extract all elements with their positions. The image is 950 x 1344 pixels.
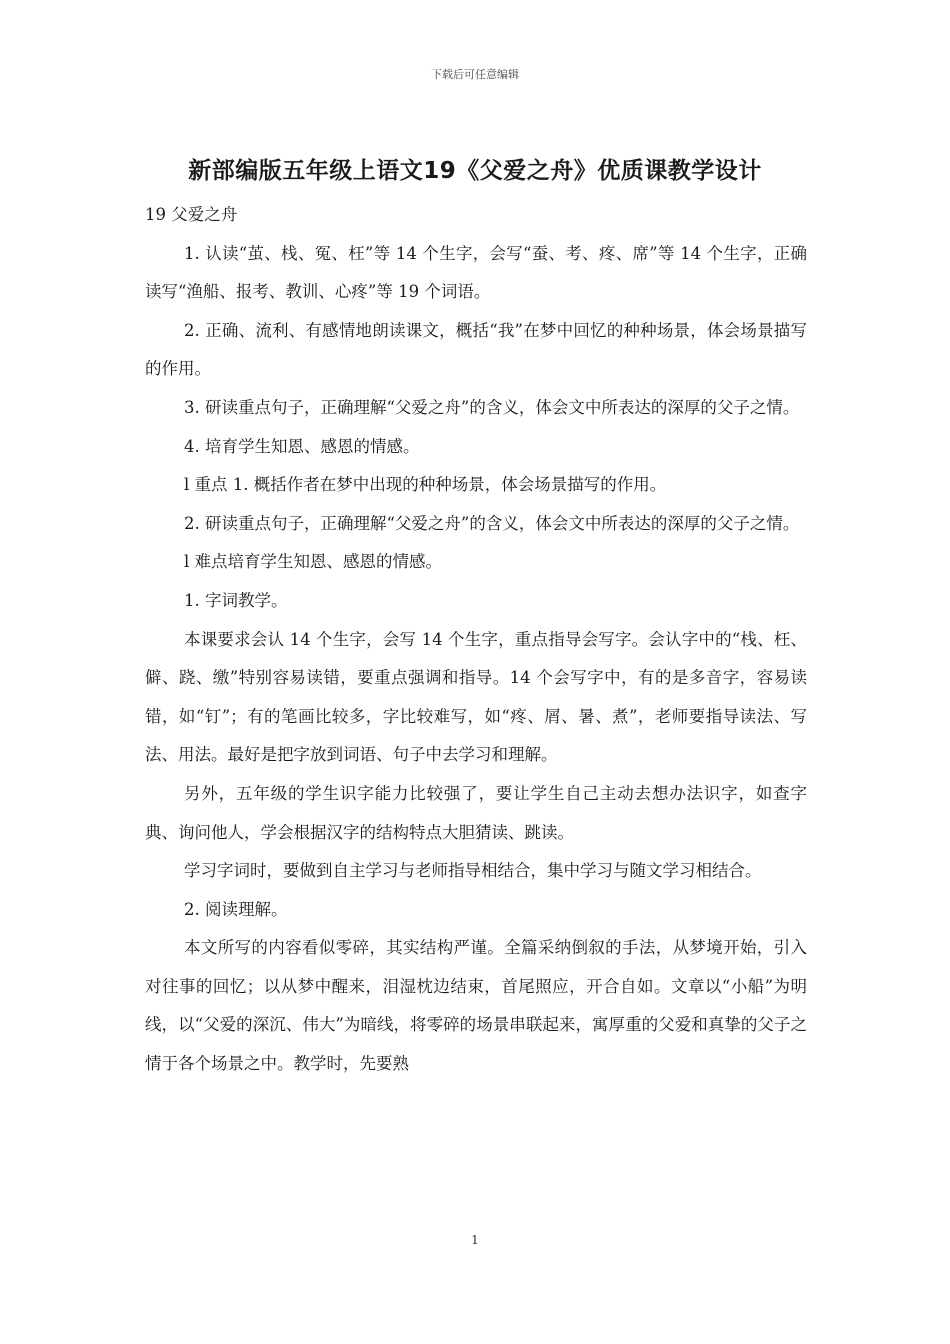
document-body [145, 196, 807, 1084]
paragraph: 4. 培育学生知恩、感恩的情感。 [184, 436, 420, 456]
paragraph: 1. 认读“茧、栈、冤、枉”等 14 个生字，会写“蚕、考、疼、席”等 14 个生字，正确读写“渔船、报考、教训、心疼”等 19 个词语。 [145, 243, 807, 302]
paragraph: 2. 正确、流利、有感情地朗读课文，概括“我”在梦中回忆的种种场景，体会场景描写的作用。 [145, 320, 807, 379]
paragraph: 1. 字词教学。 [184, 590, 288, 610]
paragraph: 19 父爱之舟 [145, 205, 238, 224]
page-number: 1 [471, 1233, 479, 1247]
paragraph: l 难点培育学生知恩、感恩的情感。 [184, 552, 443, 572]
paragraph: 本文所写的内容看似零碎，其实结构严谨。全篇采纳倒叙的手法，从梦境开始，引入对往事的回忆；以从梦中醒来，泪湿枕边结束，首尾照应，开合自如。文章以“小船”为明线，以“父爱的深沉、伟大”为暗线，将零碎的场景串联起来，寓厚重的父爱和真挚的父子之情于各个场景之中。教学时，先要熟 [145, 938, 807, 1074]
paragraph: 学习字词时，要做到自主学习与老师指导相结合，集中学习与随文学习相结合。 [184, 861, 762, 881]
document-title: 新部编版五年级上语文19《父爱之舟》优质课教学设计 [188, 158, 762, 184]
paragraph: l 重点 1. 概括作者在梦中出现的种种场景，体会场景描写的作用。 [184, 475, 667, 495]
header-note: 下载后可任意编辑 [431, 68, 519, 81]
paragraph: 2. 阅读理解。 [184, 899, 288, 919]
paragraph: 2. 研读重点句子，正确理解“父爱之舟”的含义，体会文中所表达的深厚的父子之情。 [184, 513, 800, 533]
paragraph: 3. 研读重点句子，正确理解“父爱之舟”的含义，体会文中所表达的深厚的父子之情。 [184, 397, 800, 417]
paragraph: 另外，五年级的学生识字能力比较强了，要让学生自己主动去想办法识字，如查字典、询问他人，学会根据汉字的结构特点大胆猜读、跳读。 [145, 783, 807, 842]
paragraph: 本课要求会认 14 个生字，会写 14 个生字，重点指导会写字。会认字中的“栈、枉、僻、跷、缴”特别容易读错，要重点强调和指导。14 个会写字中，有的是多音字，容易读错，如“钉”；有的笔画比较多，字比较难写，如“疼、屑、暑、煮”，老师要指导读法、写法、用法。最好是把字放到词语、句子中去学习和理解。 [145, 629, 807, 765]
